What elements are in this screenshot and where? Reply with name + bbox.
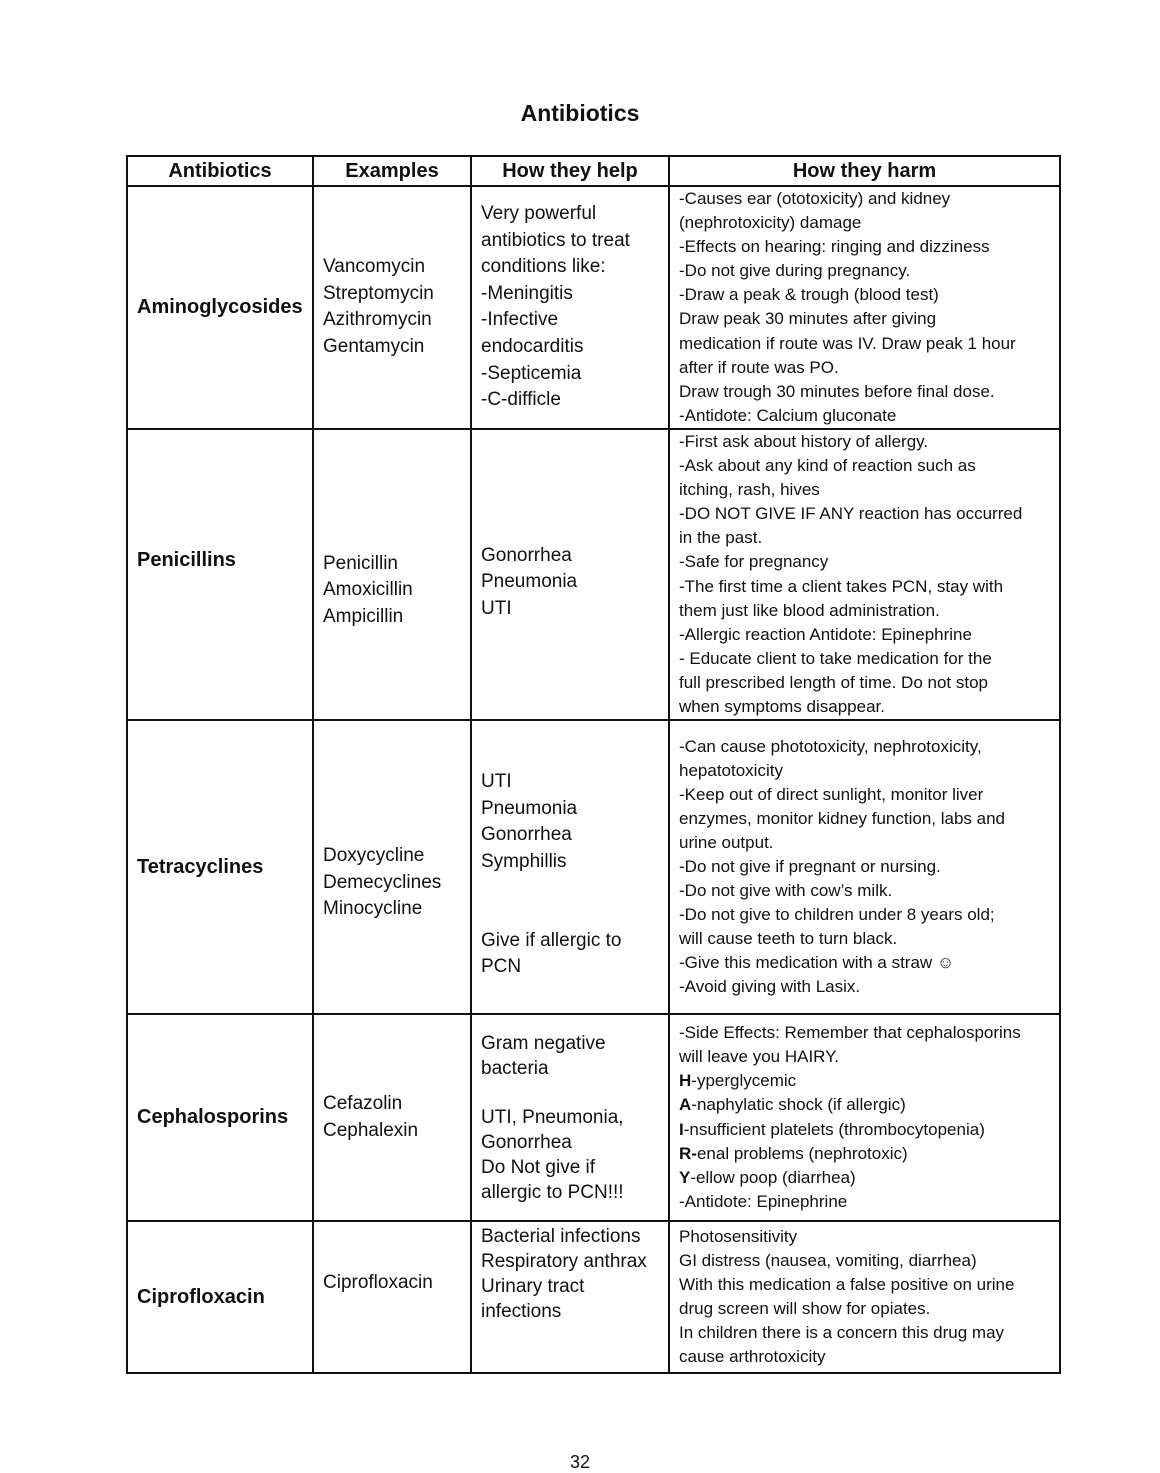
example-item: Cephalexin [323, 1119, 419, 1141]
drug-class: Cephalosporins [127, 1014, 313, 1221]
table-row-ciprofloxacin [127, 1221, 1060, 1373]
table-row-penicillins [127, 429, 1060, 720]
harm-line: Photosensitivity [679, 1226, 798, 1246]
harm-cell [669, 1014, 1060, 1221]
harm-line: will leave you HAIRY. [679, 1047, 840, 1067]
example-item: Azithromycin [323, 309, 432, 331]
mnemonic-rest: -ellow poop (diarrhea) [690, 1167, 856, 1187]
harm-line: (nephrotoxicity) damage [679, 213, 862, 233]
help-line: infections [481, 1301, 562, 1323]
help-line: allergic to PCN!!! [481, 1181, 624, 1203]
help-line: UTI, Pneumonia, [481, 1106, 624, 1128]
harm-line: In children there is a concern this drug may [679, 1323, 1005, 1343]
help-line: Urinary tract [481, 1276, 585, 1298]
harm-line: -The first time a client takes PCN, stay with [679, 576, 1004, 596]
harm-cell [669, 186, 1060, 429]
harm-line: medication if route was IV. Draw peak 1 hour [679, 333, 1016, 353]
examples-cell [313, 1221, 471, 1373]
help-line: Gonorrhea [481, 1131, 572, 1153]
harm-line: urine output. [679, 832, 774, 852]
header-how-they-harm: How they harm [669, 156, 1060, 186]
example-item: Ampicillin [323, 605, 404, 627]
harm-line: drug screen will show for opiates. [679, 1299, 931, 1319]
help-line: Gram negative [481, 1032, 606, 1054]
harm-line: -Draw a peak & trough (blood test) [679, 285, 939, 305]
help-spacer [481, 902, 659, 928]
example-item: Streptomycin [323, 282, 434, 304]
help-line: -C-difficle [481, 389, 561, 411]
help-cell [471, 1014, 669, 1221]
harm-line: Draw trough 30 minutes before final dose. [679, 381, 995, 401]
help-cell [471, 429, 669, 720]
drug-class: Ciprofloxacin [127, 1221, 313, 1373]
harm-line: -Avoid giving with Lasix. [679, 977, 861, 997]
header-how-they-help: How they help [471, 156, 669, 186]
example-item: Demecyclines [323, 871, 442, 893]
help-line: Give if allergic to [481, 929, 622, 951]
mnemonic-letter: I [679, 1119, 684, 1139]
table-row-tetracyclines [127, 720, 1060, 1014]
mnemonic-line [679, 1118, 1050, 1142]
help-line: antibiotics to treat [481, 229, 630, 251]
harm-line: after if route was PO. [679, 357, 839, 377]
help-line: -Meningitis [481, 282, 573, 304]
mnemonic-letter: R- [679, 1143, 697, 1163]
table-header-row [127, 156, 1060, 186]
mnemonic-rest: -nsufficient platelets (thrombocytopenia) [683, 1119, 985, 1139]
help-line: Gonorrhea [481, 544, 572, 566]
help-line: endocarditis [481, 336, 584, 358]
help-line: -Septicemia [481, 362, 582, 384]
drug-class [127, 429, 313, 720]
harm-line: - Educate client to take medication for the [679, 648, 992, 668]
harm-line: -Side Effects: Remember that cephalosporins [679, 1023, 1021, 1043]
help-line: Do Not give if [481, 1156, 596, 1178]
examples-cell [313, 720, 471, 1014]
help-line: conditions like: [481, 256, 606, 278]
mnemonic-letter: H [679, 1071, 692, 1091]
mnemonic-line [679, 1093, 1050, 1117]
help-line: UTI [481, 771, 512, 793]
help-line: Symphillis [481, 851, 567, 873]
harm-line: hepatotoxicity [679, 760, 783, 780]
harm-line: them just like blood administration. [679, 600, 940, 620]
harm-line: full prescribed length of time. Do not stop [679, 672, 988, 692]
help-spacer [481, 876, 659, 902]
example-item: Cefazolin [323, 1092, 403, 1114]
examples-cell [313, 1014, 471, 1221]
harm-line: -Causes ear (ototoxicity) and kidney [679, 189, 951, 208]
harm-line: cause arthrotoxicity [679, 1347, 826, 1367]
harm-line: -Antidote: Calcium gluconate [679, 405, 897, 425]
drug-class: Aminoglycosides [127, 186, 313, 429]
mnemonic-letter: Y [679, 1167, 691, 1187]
help-line: Gonorrhea [481, 824, 572, 846]
mnemonic-line [679, 1069, 1050, 1093]
example-item: Amoxicillin [323, 579, 413, 601]
harm-line: itching, rash, hives [679, 480, 820, 500]
harm-cell [669, 429, 1060, 720]
harm-line: -Do not give with cow’s milk. [679, 881, 893, 901]
help-line: -Infective [481, 309, 559, 331]
help-line: Very powerful [481, 203, 597, 225]
help-line: Pneumonia [481, 571, 578, 593]
table-row-cephalosporins [127, 1014, 1060, 1221]
harm-line: -DO NOT GIVE IF ANY reaction has occurred [679, 504, 1023, 524]
harm-line: -Do not give during pregnancy. [679, 261, 911, 281]
example-item: Vancomycin [323, 256, 426, 278]
harm-line: Draw peak 30 minutes after giving [679, 309, 937, 329]
table-row-aminoglycosides [127, 186, 1060, 429]
help-line: UTI [481, 597, 512, 619]
mnemonic-rest: -yperglycemic [691, 1071, 797, 1091]
example-item: Doxycycline [323, 845, 425, 867]
drug-class-label: Penicillins [137, 549, 236, 571]
example-item: Minocycline [323, 898, 423, 920]
examples-cell [313, 429, 471, 720]
header-examples: Examples [313, 156, 471, 186]
help-line: Respiratory anthrax [481, 1251, 647, 1273]
example-item: Gentamycin [323, 336, 425, 358]
example-item: Penicillin [323, 552, 398, 574]
harm-line: -Give this medication with a straw ☺ [679, 953, 955, 973]
page-number: 32 [569, 1452, 591, 1472]
help-line: PCN [481, 956, 522, 978]
harm-line: -First ask about history of allergy. [679, 431, 929, 451]
antibiotics-table [126, 155, 1061, 1374]
harm-line: -Do not give to children under 8 years old; [679, 905, 995, 925]
harm-line: GI distress (nausea, vomiting, diarrhea) [679, 1250, 977, 1270]
harm-line: -Keep out of direct sunlight, monitor liver [679, 784, 984, 804]
harm-line: -Antidote: Epinephrine [679, 1191, 848, 1211]
help-cell [471, 720, 669, 1014]
mnemonic-rest: -naphylatic shock (if allergic) [691, 1095, 906, 1115]
mnemonic-letter: A [679, 1095, 692, 1115]
harm-line: With this medication a false positive on urine [679, 1274, 1015, 1294]
harm-cell [669, 1221, 1060, 1373]
harm-line: in the past. [679, 528, 763, 548]
help-line: Pneumonia [481, 797, 578, 819]
harm-line: -Safe for pregnancy [679, 552, 829, 572]
help-cell [471, 186, 669, 429]
mnemonic-line [679, 1142, 1050, 1166]
help-cell [471, 1221, 669, 1373]
harm-line: will cause teeth to turn black. [679, 929, 898, 949]
header-antibiotics: Antibiotics [127, 156, 313, 186]
harm-line: enzymes, monitor kidney function, labs and [679, 808, 1006, 828]
example-item: Ciprofloxacin [323, 1271, 433, 1293]
help-line: Bacterial infections [481, 1226, 641, 1248]
drug-class: Tetracyclines [127, 720, 313, 1014]
help-spacer [481, 1081, 659, 1105]
harm-cell [669, 720, 1060, 1014]
help-line: bacteria [481, 1057, 549, 1079]
harm-line: -Do not give if pregnant or nursing. [679, 857, 941, 877]
mnemonic-rest: enal problems (nephrotoxic) [696, 1143, 908, 1163]
mnemonic-line [679, 1166, 1050, 1190]
harm-line: -Allergic reaction Antidote: Epinephrine [679, 624, 972, 644]
page-title: Antibiotics [520, 100, 640, 126]
harm-line: when symptoms disappear. [679, 696, 885, 716]
examples-cell [313, 186, 471, 429]
harm-line: -Effects on hearing: ringing and dizziness [679, 237, 990, 257]
harm-line: -Can cause phototoxicity, nephrotoxicity, [679, 736, 982, 756]
harm-line: -Ask about any kind of reaction such as [679, 456, 976, 476]
